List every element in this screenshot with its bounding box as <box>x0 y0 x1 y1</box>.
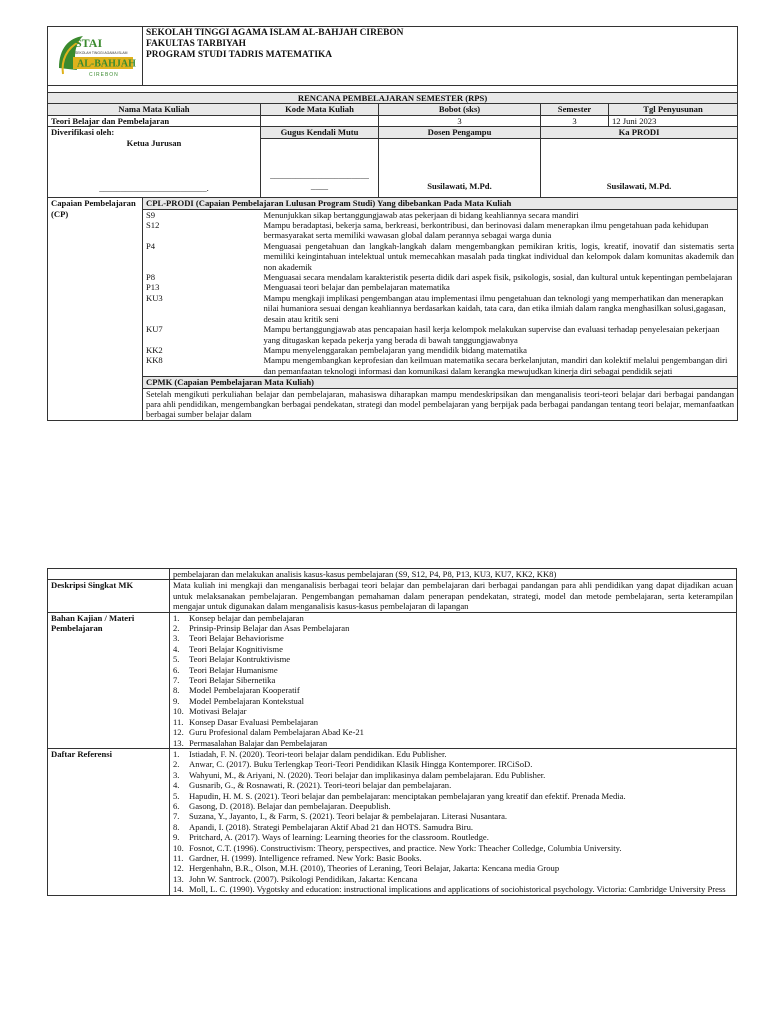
list-item: 6. Teori Belajar Humanisme <box>173 664 278 675</box>
cpl-head: CPL-PRODI (Capaian Pembelajaran Lulusan Program Studi) Yang dibebankan Pada Mata Kuliah <box>143 198 738 209</box>
list-item: 8. Apandi, I. (2018). Strategi Pembelajaran Aktif Abad 21 dan HOTS. Samudra Biru. <box>173 821 474 832</box>
gkm-sign-cell <box>261 139 379 198</box>
list-item: 8. Model Pembelajaran Kooperatif <box>173 685 300 696</box>
rps-detail-table <box>47 568 737 896</box>
page-2 <box>47 568 737 896</box>
list-item: 14. Moll, L. C. (1990). Vygotsky and education: instructional implications and applications of sociohistorical psychology. Victoria: Cambridge University Press <box>173 884 726 895</box>
list-item: 7. Teori Belajar Sibernetika <box>173 675 276 686</box>
cpl-row: S9 Menunjukkan sikap bertanggungjawab atas pekerjaan di bidang keahliannya secara mandiri <box>48 209 738 220</box>
lecturer-head: Dosen Pengampu <box>379 127 541 139</box>
references-cell <box>170 748 737 895</box>
lecturer-sign-cell <box>379 139 541 198</box>
prodi-sign-cell <box>541 139 738 198</box>
list-item: 1. Konsep belajar dan pembelajaran <box>173 612 304 623</box>
gkm-head: Gugus Kendali Mutu <box>261 127 379 139</box>
cpl-row: KK2 Mampu menyelenggarakan pembelajaran yang mendidik bidang matematika <box>48 345 738 355</box>
dept-head-label: Ketua Jurusan <box>126 137 182 148</box>
lecturer-name: Susilawati, M.Pd. <box>427 180 492 191</box>
list-item: 3. Teori Belajar Behaviorisme <box>173 633 284 644</box>
cpmk-text: Setelah mengikuti perkuliahan belajar dan pembelajaran, mahasiswa diharapkan mampu mendeskripsikan dan menganalisis teori-teori belajar dari berbagai pandangan para ahli pendidikan, mengembangkan berbagai pendekatan, strategi dan model pembelajaran yang berpijak pada berbagai pandangan tentang teori belajar, memanfaatkan berbagai sumber belajar dalam <box>143 388 738 420</box>
list-item: 13. Permasalahan Balajar dan Pembelajaran <box>173 737 328 748</box>
semester-head: Semester <box>541 104 609 115</box>
list-item: 4. Teori Belajar Kognitivisme <box>173 643 283 654</box>
prodi-name: Susilawati, M.Pd. <box>606 180 672 191</box>
course-weight: 3 <box>379 115 541 126</box>
rps-header-table <box>47 26 738 421</box>
list-item: 12. Guru Profesional dalam Pembelajaran Abad Ke-21 <box>173 727 364 738</box>
list-item: 9. Model Pembelajaran Kontekstual <box>173 695 305 706</box>
verified-by-label: Diverifikasi oleh: <box>51 127 115 138</box>
list-item: 10. Motivasi Belajar <box>173 706 247 717</box>
svg-text:SEKOLAH TINGGI AGAMA ISLAM: SEKOLAH TINGGI AGAMA ISLAM <box>75 51 128 55</box>
cp-label: Capaian Pembelajaran (CP) <box>48 198 143 421</box>
list-item: 11. Konsep Dasar Evaluasi Pembelajaran <box>173 716 319 727</box>
logo-cell <box>48 27 143 86</box>
materials-cell <box>170 612 737 748</box>
course-semester: 3 <box>541 115 609 126</box>
course-date: 12 Juni 2023 <box>609 115 738 126</box>
list-item: 6. Gasong, D. (2018). Belajar dan pembelajaran. Deepublish. <box>173 800 391 811</box>
cpl-row: P8 Menguasai secara mendalam karakteristik peserta didik dari aspek fisik, psikologis, sosial, dan kultural untuk kepentingan pembelajaran <box>48 272 738 282</box>
course-weight-head: Bobot (sks) <box>379 104 541 115</box>
cpmk-head: CPMK (Capaian Pembelajaran Mata Kuliah) <box>143 377 738 388</box>
materials-list <box>173 613 733 748</box>
references-list <box>173 749 733 895</box>
svg-text:AL-BAHJAH: AL-BAHJAH <box>77 58 136 70</box>
program-name: PROGRAM STUDI TADRIS MATEMATIKA <box>146 50 333 60</box>
list-item: 13. John W. Santrock. (2007). Psikologi Pendidikan, Jakarta: Kencana <box>173 873 418 884</box>
page-1 <box>47 26 737 421</box>
cpl-row: KU7 Mampu bertanggungjawab atas pencapaian hasil kerja kelompok melakukan supervise dan evaluasi terhadap penyelesaian pekerjaan yang ditugaskan kepada pekerja yang berada di bawah tanggungjawabnya <box>48 324 738 345</box>
description-label: Deskripsi Singkat MK <box>48 580 170 612</box>
prodi-head: Ka PRODI <box>541 127 738 139</box>
cpl-row: KU3 Mampu mengkaji implikasi pengembangan atau implementasi ilmu pengetahuan dan teknologi yang memperhatikan dan menerapkan nilai humaniora sesuai dengan keahliannya berdasarkan kaidah, tata cara, dan etika ilmiah dalam rangka menghasilkan solusi,gagasan, desain atau kritik seni <box>48 293 738 324</box>
list-item: 9. Pritchard, A. (2017). Ways of learning: Learning theories for the classroom. Routledge. <box>173 832 489 843</box>
cpmk-continuation: pembelajaran dan melakukan analisis kasus-kasus pembelajaran (S9, S12, P4, P8, P13, KU3, KU7, KK2, KK8) <box>170 569 737 580</box>
cpl-row: KK8 Mampu mengembangkan keprofesian dan keilmuan matematika secara berkelanjutan, mandiri dan kolektif melalui pengembangan diri dan pemanfaatan teknologi informasi dan komunikasi dalam kerangka mewujudkan kinerja diri sebagai pendidik sejati <box>48 355 738 376</box>
materials-label: Bahan Kajian / Materi Pembelajaran <box>48 612 170 748</box>
gkm-signature-line: _______________________ ____ <box>270 170 369 191</box>
document-title: RENCANA PEMBELAJARAN SEMESTER (RPS) <box>48 93 738 104</box>
course-name: Teori Belajar dan Pembelajaran <box>48 115 261 126</box>
list-item: 2. Prinsip-Prinsip Belajar dan Asas Pembelajaran <box>173 623 350 634</box>
svg-text:STAI: STAI <box>75 36 103 50</box>
list-item: 7. Suzana, Y., Jayanto, I., & Farm, S. (2021). Teori belajar & pembelajaran. Literasi Nusantara. <box>173 811 508 822</box>
list-item: 10. Fosnot, C.T. (1996). Constructivism: Theory, perspectives, and practice. New York: Theacher Colledge, Columbia University. <box>173 842 622 853</box>
list-item: 12. Hergenhahn, B.R., Olson, M.H. (2010), Theories of Leraning, Teori Belajar, Jakarta: Kencana media Group <box>173 863 560 874</box>
course-code-head: Kode Mata Kuliah <box>261 104 379 115</box>
cpl-row: P4 Menguasai pengetahuan dan langkah-langkah dalam mengembangkan pemikiran kritis, logis, kreatif, inovatif dan sistematis serta memiliki keingintahuan intelektual untuk memecahkan masalah pada tingkat individual dan kelompok dalam komunitas akademik dan non akademik <box>48 241 738 272</box>
list-item: 4. Gusnarib, G., & Rosnawati, R. (2021). Teori-teori belajar dan pembelajaran. <box>173 780 452 791</box>
list-item: 5. Hapudin, H. M. S. (2021). Teori belajar dan pembelajaran: menciptakan pembelajaran yang kreatif dan efektif. Prenada Media. <box>173 790 626 801</box>
list-item: 5. Teori Belajar Kontruktivisme <box>173 654 291 665</box>
list-item: 2. Anwar, C. (2017). Buku Terlengkap Teori-Teori Pendidikan Klasik Hingga Kontemporer. IRCiSoD. <box>173 759 533 770</box>
description-text: Mata kuliah ini mengkaji dan menganalisis berbagai teori belajar dan pembelajaran dari berbagai pandangan para ahli pendidikan yang dapat dijadikan acuan untuk melaksanakan pembelajaran. Pengembangan pemahaman dalam penerapan pendekatan, strategi, model dan metode pembelajaran, serta keterampilan mengajar untuk digunakan dalam menganalisis kasus-kasus pembelajaran di lapangan <box>170 580 737 612</box>
svg-text:CIREBON: CIREBON <box>89 72 119 78</box>
references-label: Daftar Referensi <box>48 748 170 895</box>
stai-al-bahjah-logo <box>53 30 137 82</box>
dept-head-signature-line: _________________________. <box>99 182 209 193</box>
list-item: 11. Gardner, H. (1999). Intelligence reframed. New York: Basic Books. <box>173 852 422 863</box>
list-item: 3. Wahyuni, M., & Ariyani, N. (2020). Teori belajar dan implikasinya dalam pembelajaran. Edu Publisher. <box>173 769 546 780</box>
cpl-row: S12 Mampu beradaptasi, bekerja sama, berkreasi, berkontribusi, dan berinovasi dalam menerapkan ilmu pengetahuan pada kehidupan bermasyarakat serta memiliki wawasan global dalam perannya sebagai warga dunia <box>48 220 738 241</box>
course-code <box>261 115 379 126</box>
institution-name: SEKOLAH TINGGI AGAMA ISLAM AL-BAHJAH CIREBON <box>146 28 404 38</box>
faculty-name: FAKULTAS TARBIYAH <box>146 39 246 49</box>
course-name-head: Nama Mata Kuliah <box>48 104 261 115</box>
date-head: Tgl Penyusunan <box>609 104 738 115</box>
verifier-cell <box>48 127 261 198</box>
cpl-row: P13 Menguasai teori belajar dan pembelajaran matematika <box>48 282 738 292</box>
list-item: 1. Istiadah, F. N. (2020). Teori-teori belajar dalam pendidikan. Edu Publisher. <box>173 748 447 759</box>
